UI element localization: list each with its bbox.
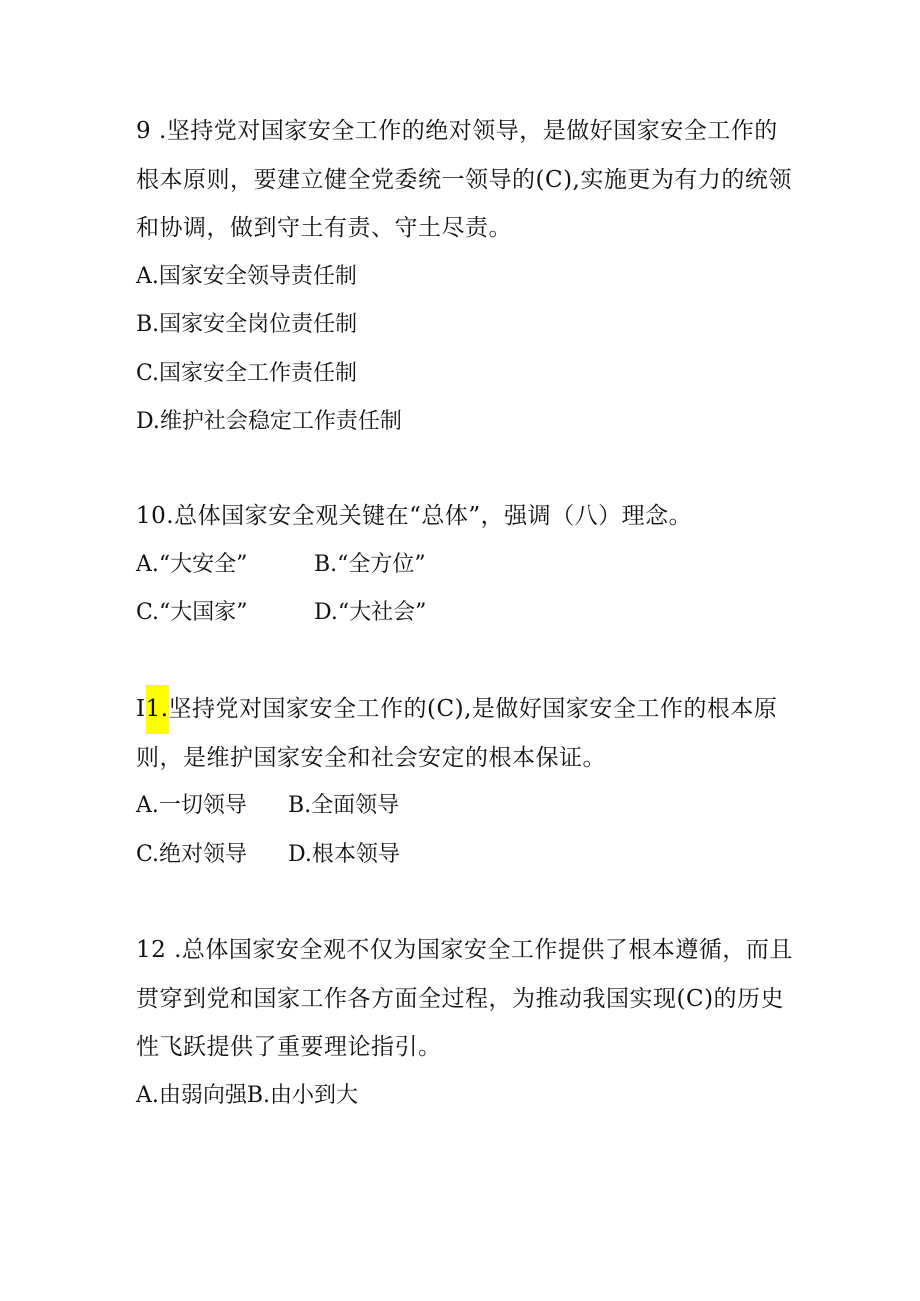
option-d: D.“大社会” — [314, 600, 427, 625]
option-b: B.全面领导 — [288, 793, 400, 818]
question-body: 坚持党对国家安全工作的(C),是做好国家安全工作的根本原则，是维护国家安全和社会安定的根本保证。 — [136, 696, 778, 771]
options-row-2 — [136, 831, 796, 880]
question-11 — [136, 685, 796, 879]
question-number-prefix: I — [136, 696, 146, 722]
question-12 — [136, 926, 796, 1120]
options-row-2 — [136, 589, 796, 638]
question-9 — [136, 107, 796, 447]
options-row-1 — [136, 541, 796, 590]
option-d: D.根本领导 — [288, 841, 400, 867]
option-b: B.国家安全岗位责任制 — [136, 312, 358, 337]
options-row-1 — [136, 782, 796, 831]
question-text: 9 .坚持党对国家安全工作的绝对领导，是做好国家安全工作的根本原则，要建立健全党委统一领导的(C),实施更为有力的统领和协调，做到守土有责、守土尽责。 — [136, 118, 792, 241]
option-c: C.国家安全工作责任制 — [136, 360, 358, 386]
options-row-1: A.由弱向强B.由小到大 — [136, 1082, 359, 1108]
option-b: B.“全方位” — [314, 551, 426, 577]
option-a: A.“大安全” — [136, 551, 248, 577]
option-a: A.一切领导 — [136, 793, 247, 818]
question-text: 12 .总体国家安全观不仅为国家安全工作提供了根本遵循，而且贯穿到党和国家工作各方面全过程，为推动我国实现(C)的历史性飞跃提供了重要理论指引。 — [136, 937, 793, 1060]
question-text — [136, 685, 796, 782]
option-c: C.“大国家” — [136, 600, 248, 625]
highlighted-number: 1. — [146, 685, 169, 734]
option-a: A.国家安全领导责任制 — [136, 263, 357, 289]
question-10 — [136, 492, 796, 638]
question-text: 10.总体国家安全观关键在“总体”，强调（八）理念。 — [136, 503, 693, 529]
option-d: D.维护社会稳定工作责任制 — [136, 409, 402, 434]
option-c: C.绝对领导 — [136, 841, 248, 867]
